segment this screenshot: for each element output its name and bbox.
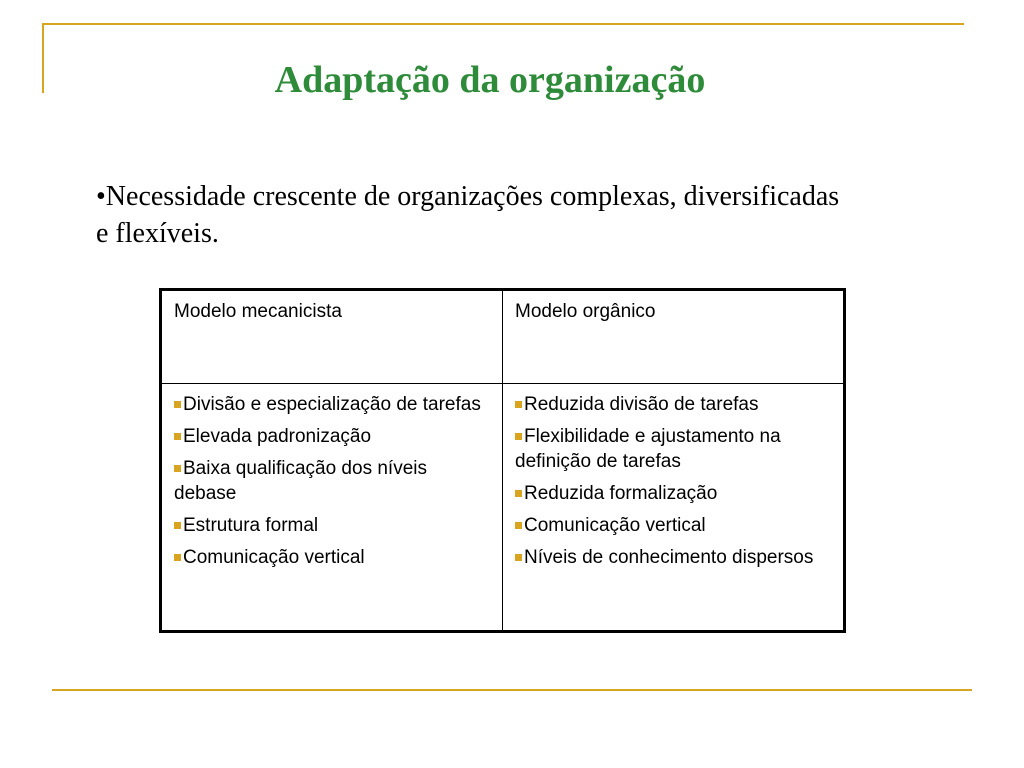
square-bullet-icon — [174, 465, 181, 472]
list-item — [515, 513, 831, 538]
item-text: Estrutura formal — [183, 515, 319, 536]
square-bullet-icon — [174, 433, 181, 440]
list-item — [515, 481, 831, 506]
bottom-decorative-line — [52, 689, 972, 691]
item-text: Comunicação vertical — [183, 547, 365, 568]
models-comparison-table — [159, 288, 846, 633]
square-bullet-icon — [174, 401, 181, 408]
table-header-row — [161, 290, 845, 384]
list-item — [174, 545, 490, 570]
header-mecanicista: Modelo mecanicista — [161, 290, 503, 384]
list-item — [515, 545, 831, 570]
top-decorative-line — [42, 23, 964, 25]
square-bullet-icon — [515, 554, 522, 561]
square-bullet-icon — [515, 401, 522, 408]
square-bullet-icon — [174, 522, 181, 529]
item-text: Elevada padronização — [183, 426, 372, 447]
bullet-paragraph: •Necessidade crescente de organizações complexas, diversificadas e flexíveis. — [96, 181, 840, 249]
list-item — [174, 392, 490, 417]
list-item — [174, 513, 490, 538]
table-body-row — [161, 384, 845, 632]
mecanicista-cell — [161, 384, 503, 632]
item-text: Flexibilidade e ajustamento na definição de tarefas — [515, 426, 781, 472]
item-text: Divisão e especialização de tarefas — [183, 394, 481, 415]
square-bullet-icon — [515, 522, 522, 529]
list-item — [174, 424, 490, 449]
square-bullet-icon — [515, 490, 522, 497]
header-organico: Modelo orgânico — [503, 290, 845, 384]
item-text: Níveis de conhecimento dispersos — [524, 547, 814, 568]
organico-cell — [503, 384, 845, 632]
slide-title — [0, 58, 980, 102]
list-item — [515, 424, 831, 474]
list-item — [174, 456, 490, 506]
list-item — [515, 392, 831, 417]
item-text: Reduzida formalização — [524, 483, 718, 504]
item-text: Baixa qualificação dos níveis debase — [174, 458, 427, 504]
item-text: Reduzida divisão de tarefas — [524, 394, 759, 415]
square-bullet-icon — [515, 433, 522, 440]
item-text: Comunicação vertical — [524, 515, 706, 536]
square-bullet-icon — [174, 554, 181, 561]
slide-title-text: Adaptação da organização — [274, 59, 706, 101]
